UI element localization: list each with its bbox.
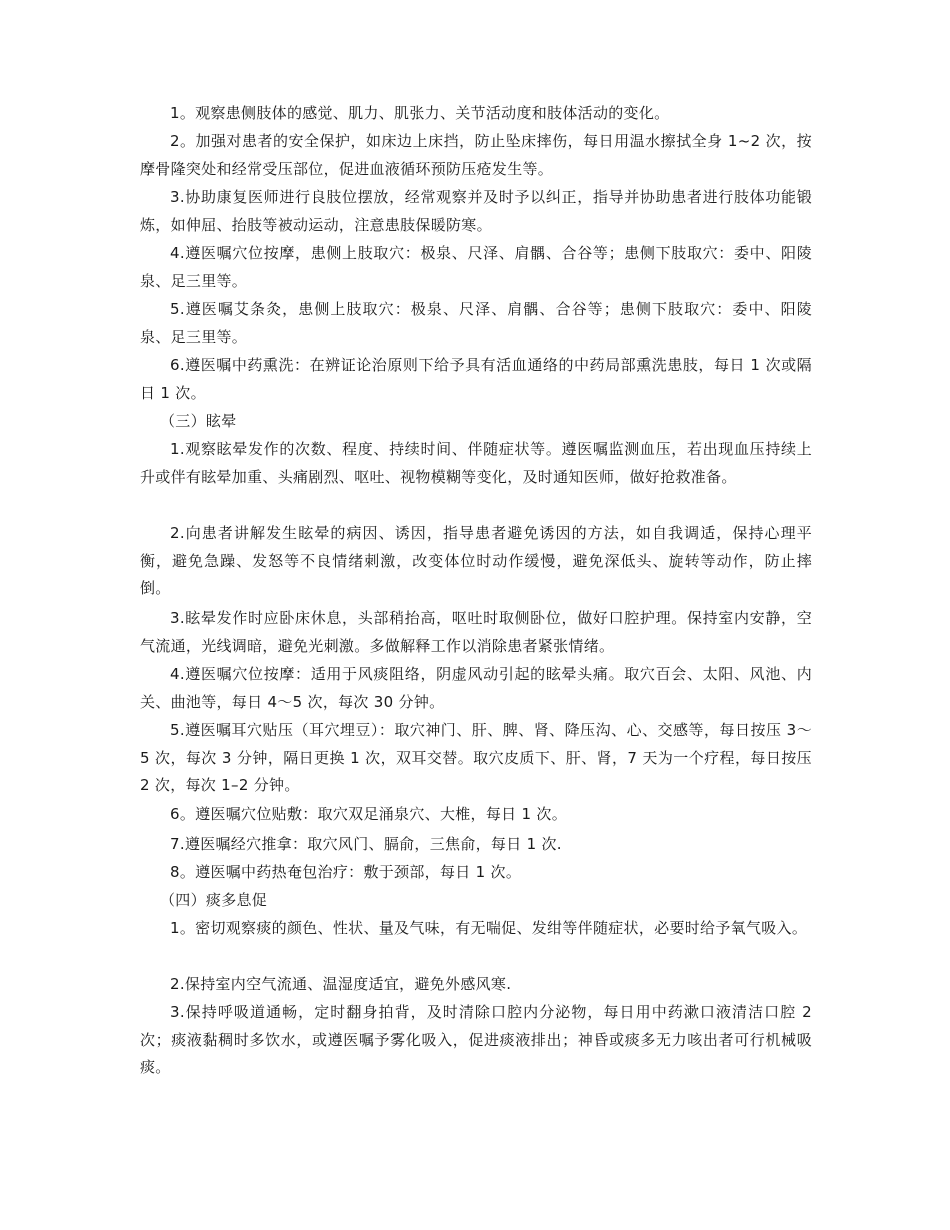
paragraph-dizziness-observe: 1.观察眩晕发作的次数、程度、持续时间、伴随症状等。遵医嘱监测血压，若出现血压持续上升或伴有眩晕加重、头痛剧烈、呕吐、视物模糊等变化，及时通知医师，做好抢救准备。 [140, 440, 812, 486]
paragraph-safety-protection: 2。加强对患者的安全保护，如床边上床挡，防止坠床摔伤，每日用温水擦拭全身 1~2 次，按摩骨隆突处和经常受压部位，促进血液循环预防压疮发生等。 [140, 132, 812, 178]
section-heading-dizziness: （三）眩晕 [160, 412, 237, 430]
paragraph-observe-limb: 1。观察患侧肢体的感觉、肌力、肌张力、关节活动度和肢体活动的变化。 [170, 104, 670, 122]
paragraph-airway-clearance: 3.保持呼吸道通畅，定时翻身拍背，及时清除口腔内分泌物，每日用中药漱口液清洁口腔 2 次；痰液黏稠时多饮水，或遵医嘱予雾化吸入，促进痰液排出；神昏或痰多无力咳出者可行机械吸痰。 [140, 1003, 812, 1076]
paragraph-hot-compress: 8。遵医嘱中药热奄包治疗：敷于颈部，每日 1 次。 [170, 863, 522, 881]
section-heading-phlegm: （四）痰多息促 [160, 891, 268, 909]
paragraph-dizziness-education: 2.向患者讲解发生眩晕的病因、诱因，指导患者避免诱因的方法，如自我调适，保持心理平衡，避免急躁、发怒等不良情绪刺激，改变体位时动作缓慢，避免深低头、旋转等动作，防止摔倒。 [140, 524, 812, 597]
paragraph-phlegm-observe: 1。密切观察痰的颜色、性状、量及气味，有无喘促、发绀等伴随症状，必要时给予氧气吸入。 [170, 919, 808, 937]
paragraph-dizziness-massage: 4.遵医嘱穴位按摩：适用于风痰阻络，阴虚风动引起的眩晕头痛。取穴百会、太阳、风池、内关、曲池等，每日 4～5 次，每次 30 分钟。 [140, 665, 812, 711]
paragraph-room-ventilation: 2.保持室内空气流通、温湿度适宜，避免外感风寒. [170, 975, 512, 993]
paragraph-moxibustion: 5.遵医嘱艾条灸，患侧上肢取穴：极泉、尺泽、肩髃、合谷等；患侧下肢取穴：委中、阳陵泉、足三里等。 [140, 300, 812, 346]
paragraph-meridian-massage: 7.遵医嘱经穴推拿：取穴风门、膈俞，三焦俞，每日 1 次. [170, 835, 562, 853]
paragraph-acupoint-massage: 4.遵医嘱穴位按摩，患侧上肢取穴：极泉、尺泽、肩髃、合谷等；患侧下肢取穴：委中、阳陵泉、足三里等。 [140, 244, 812, 290]
paragraph-limb-positioning: 3.协助康复医师进行良肢位摆放，经常观察并及时予以纠正，指导并协助患者进行肢体功能锻炼，如伸屈、抬肢等被动运动，注意患肢保暖防寒。 [140, 188, 812, 234]
paragraph-ear-acupressure: 5.遵医嘱耳穴贴压（耳穴埋豆）：取穴神门、肝、脾、肾、降压沟、心、交感等，每日按压 3～5 次，每次 3 分钟，隔日更换 1 次，双耳交替。取穴皮质下、肝、肾，7 天为一个疗程，每日按压 2 次，每次 1–2 分钟。 [140, 721, 812, 794]
paragraph-dizziness-rest: 3.眩晕发作时应卧床休息，头部稍抬高，呕吐时取侧卧位，做好口腔护理。保持室内安静，空气流通，光线调暗，避免光刺激。多做解释工作以消除患者紧张情绪。 [140, 609, 812, 655]
paragraph-herbal-fumigation: 6.遵医嘱中药熏洗：在辨证论治原则下给予具有活血通络的中药局部熏洗患肢，每日 1 次或隔日 1 次。 [140, 356, 812, 402]
paragraph-acupoint-application: 6。遵医嘱穴位贴敷：取穴双足涌泉穴、大椎，每日 1 次。 [170, 805, 568, 823]
